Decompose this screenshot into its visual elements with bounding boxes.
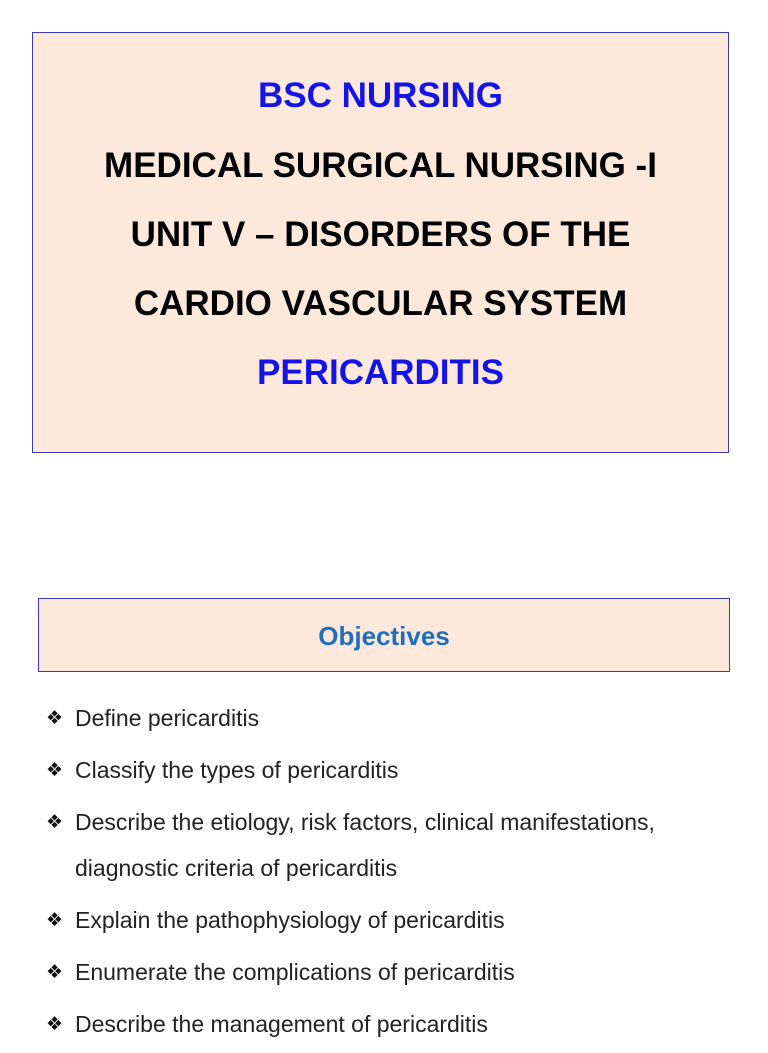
- objective-item: [46, 747, 746, 793]
- objective-item: [46, 897, 746, 943]
- objective-item: [46, 949, 746, 995]
- objective-item: [46, 695, 746, 741]
- diamond-bullet-icon: ❖: [46, 1013, 64, 1035]
- objective-text: Enumerate the complications of pericarditis: [75, 959, 515, 985]
- diamond-bullet-icon: ❖: [46, 759, 64, 781]
- diamond-bullet-icon: ❖: [46, 961, 64, 983]
- objective-text: Classify the types of pericarditis: [75, 757, 399, 783]
- objectives-heading: Objectives: [318, 621, 450, 651]
- objective-text: Describe the management of pericarditis: [75, 1011, 488, 1037]
- subject-title: MEDICAL SURGICAL NURSING -I: [104, 146, 657, 185]
- topic-title: PERICARDITIS: [257, 353, 504, 392]
- objectives-list: [46, 695, 746, 1053]
- unit-title: UNIT V – DISORDERS OF THE: [130, 215, 631, 254]
- objective-item: [46, 1001, 746, 1047]
- diamond-bullet-icon: ❖: [46, 811, 64, 833]
- objectives-header: [38, 598, 730, 672]
- objective-item: [46, 799, 746, 891]
- objective-text: Describe the etiology, risk factors, clinical manifestations, diagnostic criteria of pericarditis: [75, 809, 655, 881]
- title-slide: [32, 32, 729, 453]
- diamond-bullet-icon: ❖: [46, 909, 64, 931]
- unit-title-continued: CARDIO VASCULAR SYSTEM: [133, 284, 628, 323]
- objective-text: Explain the pathophysiology of pericarditis: [75, 907, 505, 933]
- course-title: BSC NURSING: [257, 76, 504, 115]
- objective-text: Define pericarditis: [75, 705, 260, 731]
- diamond-bullet-icon: ❖: [46, 707, 64, 729]
